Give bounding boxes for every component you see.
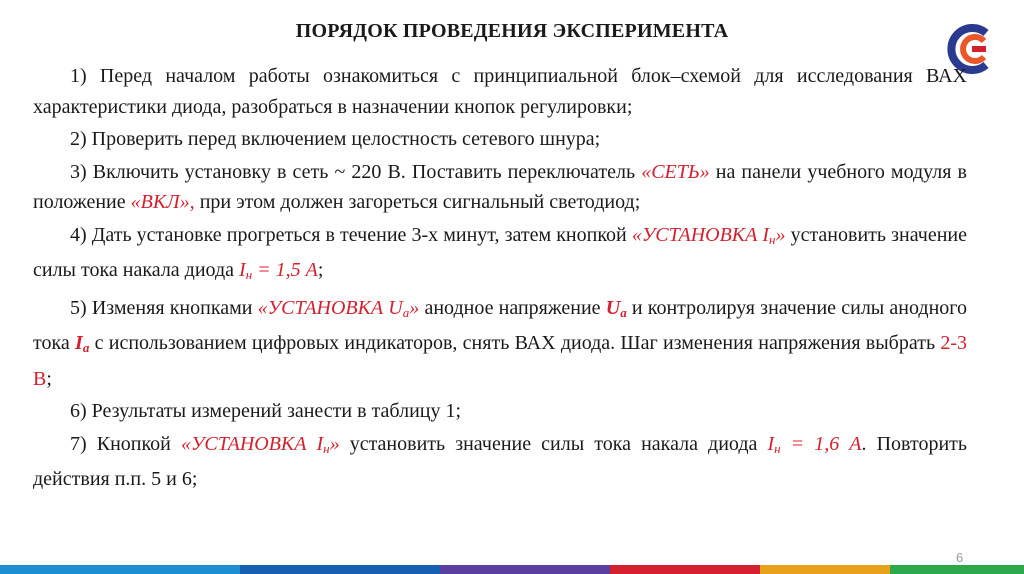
step-3-text: при этом должен загореться сигнальный светодиод;: [194, 191, 641, 213]
step-6: 6) Результаты измерений занести в таблицу 1;: [70, 400, 462, 422]
subscript: н: [774, 440, 781, 456]
subscript: а: [82, 340, 90, 355]
step-4-text: 4) Дать установке прогреться в течение 3-х минут, затем кнопкой: [70, 223, 632, 246]
step-3: [33, 157, 967, 218]
subscript: н: [245, 267, 253, 282]
filament-button-label: [181, 433, 340, 455]
anode-voltage-symbol: [606, 297, 627, 319]
anode-current-symbol: [75, 332, 89, 354]
quote-end: »: [775, 223, 786, 246]
step-1: 1) Перед началом работы ознакомиться с принципиальной блок–схемой для исследования ВАХ характеристики диода, разобраться в назначении кнопок регулировки;: [33, 65, 967, 118]
step-7-text: . Повторить действия п.п. 5 и 6;: [33, 432, 968, 490]
step-5-text: и контролируя значение силы анодного тока: [33, 296, 967, 354]
filament-button-label: [632, 224, 786, 246]
filament-current-value: [767, 433, 861, 455]
procedure-steps: [33, 61, 967, 497]
current-value: = 1,6 А: [780, 432, 862, 455]
filament-current-value: [239, 259, 318, 281]
step-4: [33, 220, 967, 291]
subscript: а: [402, 304, 410, 320]
step-7-text: установить значение силы тока накала диода: [339, 432, 768, 455]
anode-button-label: [258, 297, 420, 319]
subscript: н: [769, 231, 776, 247]
step-2: 2) Проверить перед включением целостность сетевого шнура;: [70, 128, 601, 150]
quote-end: »: [329, 432, 340, 455]
step-3-text: 3) Включить установку в сеть ~ 220 В. Поставить переключатель: [70, 160, 642, 183]
step-5-text: ;: [46, 367, 52, 390]
step-7-text: 7) Кнопкой: [70, 432, 181, 455]
voltage-step-value: 2-3 В: [33, 332, 967, 390]
on-position-label: «ВКЛ»,: [130, 191, 195, 213]
step-7: [33, 429, 967, 495]
footer-segment: [760, 565, 890, 574]
anode-button-text: «УСТАНОВКА U: [257, 296, 403, 319]
network-switch-label: «СЕТЬ»: [641, 160, 710, 183]
page-title: ПОРЯДОК ПРОВЕДЕНИЯ ЭКСПЕРИМЕНТА: [295, 20, 729, 42]
footer-segment: [890, 565, 1024, 574]
step-3-text: на панели учебного модуля в положение: [33, 160, 967, 213]
current-symbol: I: [75, 332, 83, 354]
filament-button-text: «УСТАНОВКА I: [180, 432, 324, 455]
footer-segment: [610, 565, 760, 574]
step-5: [33, 293, 967, 395]
filament-button-text: «УСТАНОВКА I: [631, 223, 770, 246]
subscript: н: [323, 440, 330, 456]
footer-segment: [440, 565, 610, 574]
current-symbol: I: [239, 259, 246, 281]
footer-segment: [0, 565, 240, 574]
voltage-symbol: U: [605, 296, 621, 319]
step-5-text: с использованием цифровых индикаторов, снять ВАХ диода. Шаг изменения напряжения выбрать: [89, 332, 941, 354]
step-4-text: установить значение силы тока накала диода: [33, 223, 967, 281]
page-number: 6: [956, 550, 964, 565]
step-4-text: ;: [317, 259, 324, 281]
current-symbol: I: [767, 432, 775, 455]
step-5-text: анодное напряжение: [419, 296, 606, 319]
footer-color-bar: [0, 565, 1024, 574]
quote-end: »: [409, 296, 420, 319]
current-value: = 1,5 А: [252, 259, 318, 281]
footer-segment: [240, 565, 440, 574]
step-5-text: 5) Изменяя кнопками: [70, 296, 258, 319]
subscript: а: [620, 304, 627, 320]
